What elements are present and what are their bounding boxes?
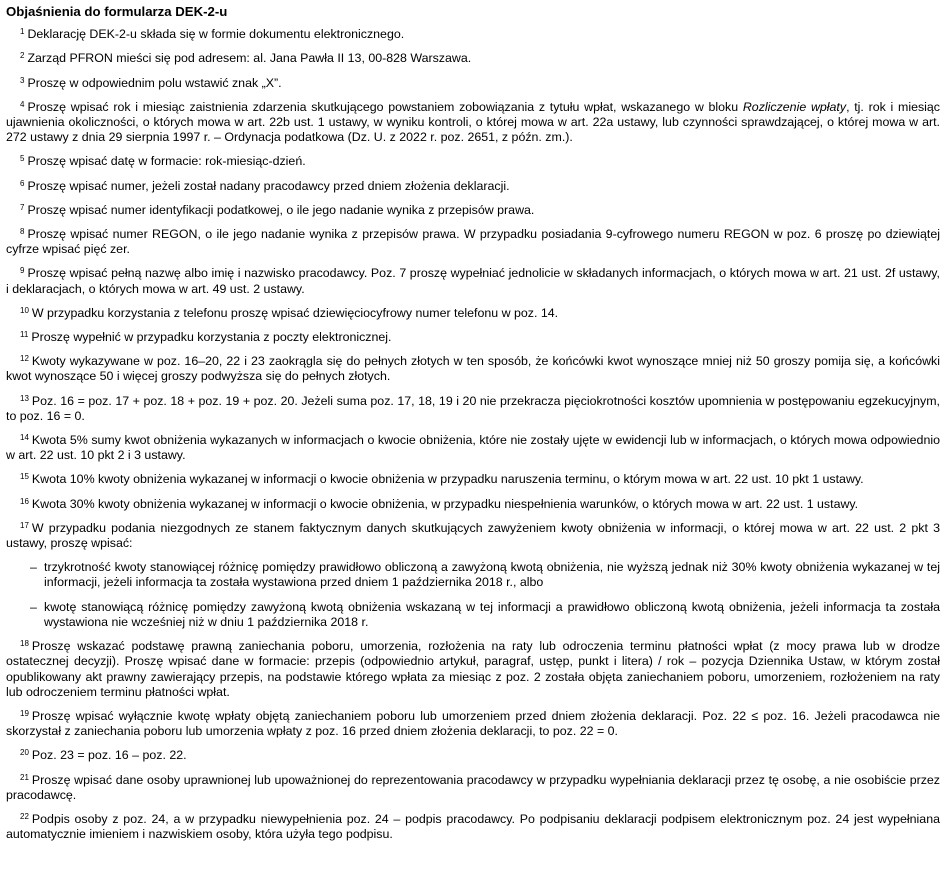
footnote-number: 5 [20,154,25,164]
footnote-text: W przypadku korzystania z telefonu proszę wpisać dziewięciocyfrowy numer telefonu w poz. 14. [31,305,559,320]
footnote-number: 8 [20,227,25,237]
footnote-number: 4 [20,99,25,109]
footnote-number: 12 [20,354,29,364]
footnote-number: 16 [20,496,29,506]
footnote-number: 18 [20,639,29,649]
footnote-text: Kwota 5% sumy kwot obniżenia wykazanych w informacjach o kwocie obniżenia, które nie zostały ujęte w ewidencji lub w informacjach, o których mowa odpowiednio w art. 22 ust. 10 pkt 2 i 3 ustawy. [6,433,940,463]
footnote-17-list-item [6,600,940,630]
footnote-text: Kwota 10% kwoty obniżenia wykazanej w informacji o kwocie obniżenia w przypadku naruszenia terminu, o którym mowa w art. 22 ust. 10 pkt 1 ustawy. [31,472,864,487]
footnote-text: Proszę wpisać numer identyfikacji podatkowej, o ile jego nadanie wynika z przepisów prawa. [27,202,535,217]
footnote-6 [6,179,940,194]
dash-bullet: – [30,560,37,575]
footnote-1 [6,27,940,42]
footnote-11 [6,330,940,345]
footnote-17 [6,521,940,551]
footnote-number: 15 [20,472,29,482]
footnote-text: Proszę wpisać numer REGON, o ile jego nadanie wynika z przepisów prawa. W przypadku posiadania 9-cyfrowego numeru REGON w poz. 6 proszę po dziewiątej cyfrze wpisać pięć zer. [6,227,940,257]
footnote-text: Proszę wpisać wyłącznie kwotę wpłaty objętą zaniechaniem poboru lub umorzeniem przed dniem złożenia deklaracji. Poz. 22 ≤ poz. 16. Jeżeli pracodawca nie skorzystał z zaniechania poboru lub umorzenia wpłaty z poz. 16 przed dniem złożenia deklaracji, to poz. 22 = 0. [6,708,940,739]
footnote-22 [6,812,940,842]
footnote-text: Zarząd PFRON mieści się pod adresem: al. Jana Pawła II 13, 00-828 Warszawa. [27,51,472,66]
footnote-9 [6,266,940,296]
footnote-text: Deklarację DEK-2-u składa się w formie dokumentu elektronicznego. [27,27,405,42]
footnote-number: 10 [20,305,29,315]
footnote-15 [6,472,940,487]
footnote-italic-term: Rozliczenie wpłaty [742,99,847,114]
footnote-number: 6 [20,178,25,188]
footnote-text: W przypadku podania niezgodnych ze stanem faktycznym danych skutkujących zawyżeniem kwoty obniżenia w informacji, o której mowa w art. 22 ust. 2 pkt 3 ustawy, proszę wpisać: [6,520,940,551]
footnote-text: Proszę wskazać podstawę prawną zaniechania poboru, umorzenia, rozłożenia na raty lub odroczenia terminu płatności wpłat (z mocy prawa lub w drodze ostatecznej decyzji). Proszę wpisać dane w formacie: przepis (odpowiednio artykuł, paragraf, ustęp, punkt i litera) / rok – pozycja Dziennika Ustaw, w którym został opublikowany akt prawny zawierający przepis, na podstawie którego wpłata za miesiąc z poz. 2 została objęta zaniechaniem poboru, umorzeniem, rozłożeniem na raty lub odroczeniem terminu płatności wpłat. [6,639,940,699]
footnote-number: 13 [20,393,29,403]
footnote-18 [6,639,940,700]
footnote-16 [6,497,940,512]
footnote-number: 17 [20,520,29,530]
footnote-text: Proszę wpisać pełną nazwę albo imię i nazwisko pracodawcy. Poz. 7 proszę wypełniać jednolicie w składanych informacjach, o których mowa w art. 21 ust. 2f ustawy, i deklaracjach, o których mowa w art. 49 ust. 2 ustawy. [6,266,940,296]
footnote-number: 19 [20,708,29,718]
dash-bullet: – [30,599,37,614]
footnote-text-cont: , tj. rok i miesiąc ujawnienia okoliczności, o których mowa w art. 22b ust. 1 ustawy, w wyniku kontroli, o której mowa w art. 22a ustawy, lub czynności sprawdzającej, o której mowa w art. 272 ustawy z dnia 29 sierpnia 1997 r. – Ordynacja podatkowa (Dz. U. z 2022 r. poz. 2651, z późn. zm.). [6,99,941,145]
footnote-text: Poz. 23 = poz. 16 – poz. 22. [31,748,187,763]
footnote-17-list-item [6,560,940,590]
footnote-text: Proszę wpisać datę w formacie: rok-miesiąc-dzień. [27,154,306,169]
footnote-text: Proszę w odpowiednim polu wstawić znak „X”. [27,75,282,90]
list-item-text: trzykrotność kwoty stanowiącej różnicę pomiędzy prawidłowo obliczoną a zawyżoną kwotą obniżenia, nie wyższą jednak niż 30% kwoty obniżenia wykazanej w tej informacji, jeżeli informacja ta została wystawiona przed dniem 1 października 2018 r., albo [44,560,940,590]
footnote-14 [6,433,940,463]
footnote-number: 9 [20,266,25,276]
footnote-number: 2 [20,51,25,61]
footnote-text: Proszę wypełnić w przypadku korzystania z poczty elektronicznej. [31,330,392,345]
footnote-text: Poz. 16 = poz. 17 + poz. 18 + poz. 19 + poz. 20. Jeżeli suma poz. 17, 18, 19 i 20 nie przekracza pięciokrotności kosztów upomnienia w postępowaniu egzekucyjnym, to poz. 16 = 0. [6,393,940,423]
footnote-number: 22 [20,811,29,821]
footnote-12 [6,354,940,384]
footnote-2 [6,51,940,66]
footnote-text: Podpis osoby z poz. 24, a w przypadku niewypełnienia poz. 24 – podpis pracodawcy. Po podpisaniu deklaracji podpisem elektronicznym poz. 24 jest wypełniana automatycznie imieniem i nazwiskiem osoby, która użyła tego podpisu. [6,811,940,842]
footnote-text: Proszę wpisać numer, jeżeli został nadany pracodawcy przed dniem złożenia deklaracji. [27,178,510,193]
footnote-19 [6,709,940,739]
footnote-number: 7 [20,202,25,212]
footnote-4 [6,100,940,146]
footnote-number: 11 [20,330,29,340]
footnote-text: Proszę wpisać rok i miesiąc zaistnienia zdarzenia skutkującego powstaniem zobowiązania z tytułu wpłat, wskazanego w bloku [27,99,743,114]
footnote-7 [6,203,940,218]
footnote-5 [6,154,940,169]
footnote-number: 14 [20,433,29,443]
explanations-page [0,4,946,842]
footnote-number: 1 [20,27,25,37]
footnote-text: Kwota 30% kwoty obniżenia wykazanej w informacji o kwocie obniżenia, w przypadku niespełnienia warunków, o których mowa w art. 22 ust. 1 ustawy. [31,496,859,511]
list-item-text: kwotę stanowiącą różnicę pomiędzy zawyżoną kwotą obniżenia wskazaną w tej informacji a prawidłowo obliczoną kwotą obniżenia, jeżeli informacja ta została wystawiona nie wcześniej niż w dniu 1 października 2018 r. [44,599,940,629]
footnote-text: Kwoty wykazywane w poz. 16–20, 22 i 23 zaokrągla się do pełnych złotych w ten sposób, że końcówki kwot wynoszące mniej niż 50 groszy pomija się, a końcówki kwot wynoszące 50 i więcej groszy podwyższa się do pełnych złotych. [6,354,940,384]
footnote-text: Proszę wpisać dane osoby uprawnionej lub upoważnionej do reprezentowania pracodawcy w przypadku wypełniania deklaracji przez tę osobę, a nie osobiście przez pracodawcę. [6,772,940,802]
footnote-8 [6,227,940,257]
footnote-21 [6,773,940,803]
footnote-number: 3 [20,75,25,85]
page-title: Objaśnienia do formularza DEK-2-u [6,4,228,19]
footnote-13 [6,394,940,424]
footnote-10 [6,306,940,321]
footnote-number: 20 [20,748,29,758]
footnote-20 [6,748,940,763]
footnote-3 [6,76,940,91]
footnote-number: 21 [20,772,29,782]
